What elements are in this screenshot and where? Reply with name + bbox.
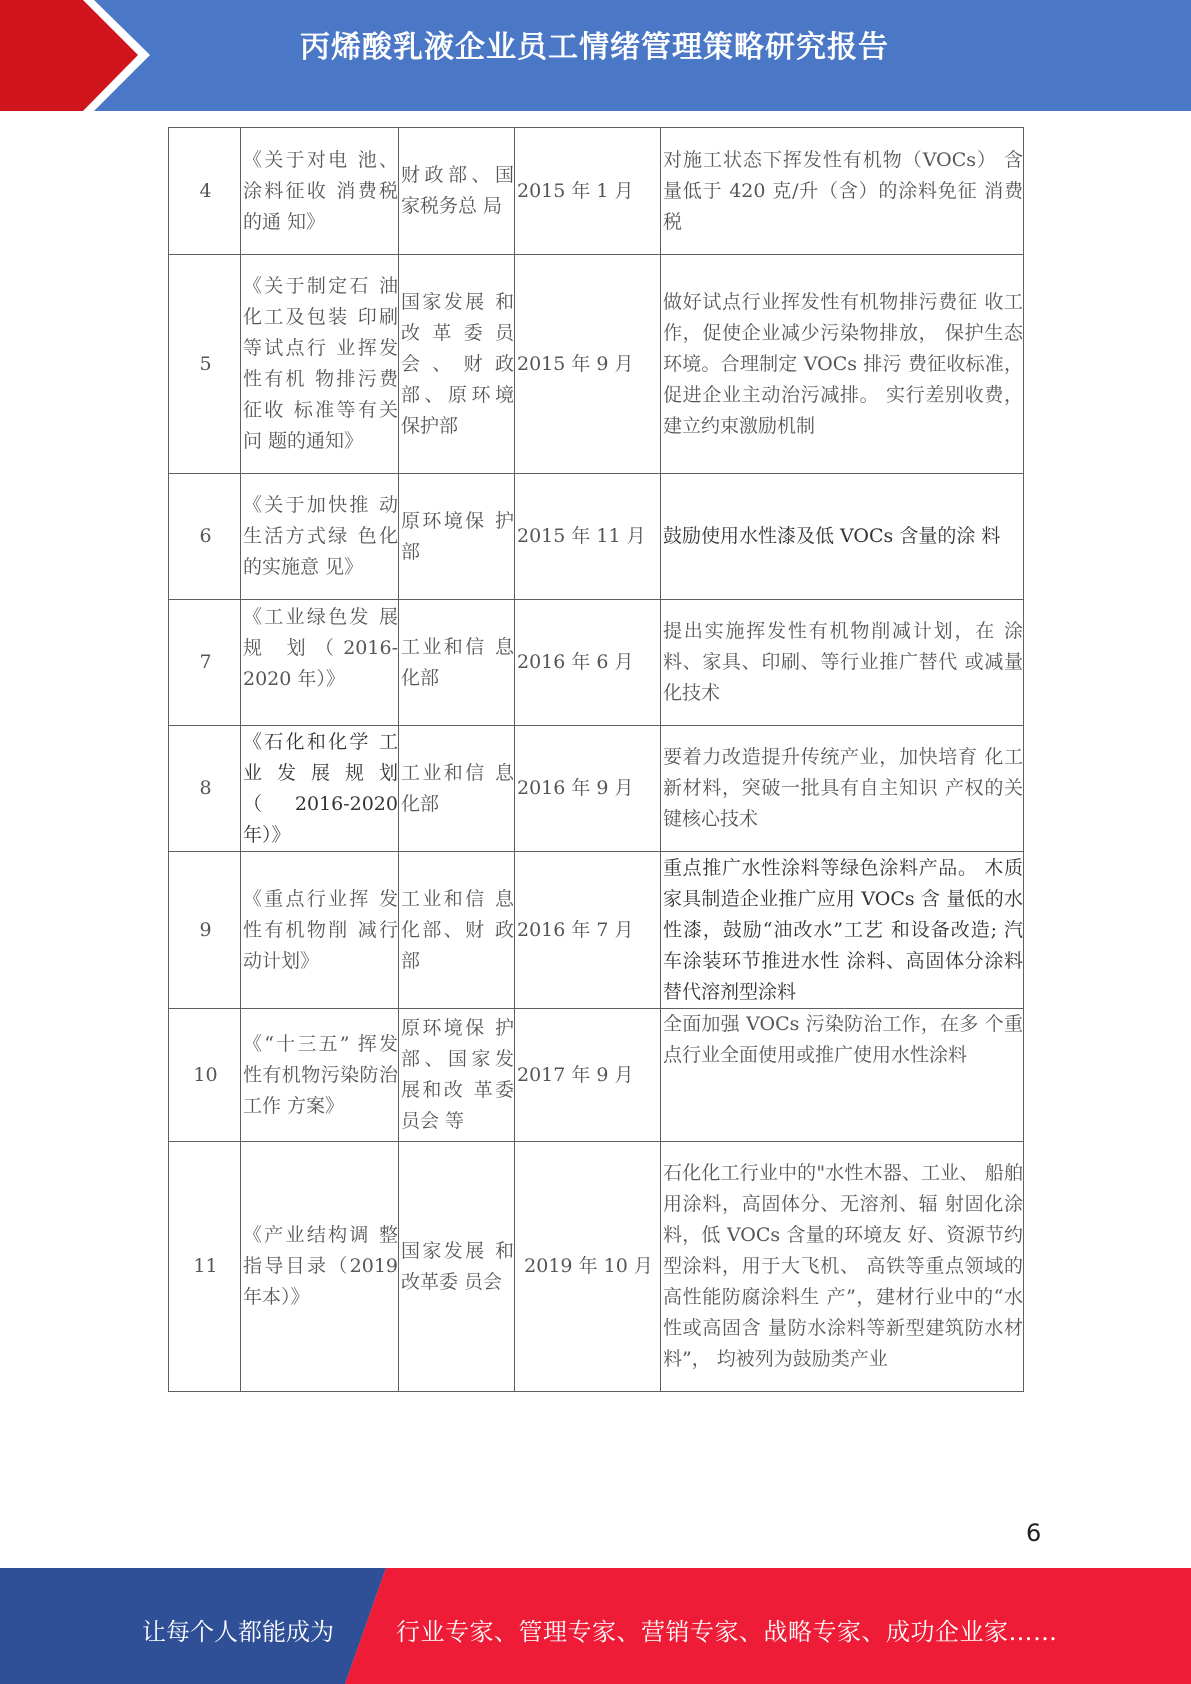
row-number: 8 — [169, 726, 241, 852]
report-title: 丙烯酸乳液企业员工情绪管理策略研究报告 — [300, 30, 889, 65]
issuing-department: 工业和信 息化部、财 政部 — [399, 852, 515, 1009]
issuing-department: 国家发展 和改 革 委 员会、财政 部、原环境 保护部 — [399, 255, 515, 474]
row-number: 9 — [169, 852, 241, 1009]
table-row — [169, 1009, 1024, 1142]
footer-slogan-right: 行业专家、管理专家、营销专家、战略专家、成功企业家…… — [396, 1618, 1058, 1646]
issue-date: 2015 年 1 月 — [515, 128, 661, 255]
table-row — [169, 128, 1024, 255]
issue-date: 2019 年 10 月 — [515, 1142, 661, 1392]
issue-date: 2015 年 9 月 — [515, 255, 661, 474]
policy-content: 对施工状态下挥发性有机物（VOCs） 含量低于 420 克/升（含）的涂料免征 消费税 — [661, 128, 1024, 255]
issue-date: 2016 年 9 月 — [515, 726, 661, 852]
row-number: 6 — [169, 474, 241, 600]
row-number: 11 — [169, 1142, 241, 1392]
table-row — [169, 255, 1024, 474]
policy-name — [241, 600, 399, 726]
policy-name: 《关于制定石 油化工及包装 印刷等试点行 业挥发性有机 物排污费征收 标准等有关问 题的通知》 — [241, 255, 399, 474]
policy-name: 《关于对电 池、涂料征收 消费税的通 知》 — [241, 128, 399, 255]
table-row — [169, 852, 1024, 1009]
table-row — [169, 726, 1024, 852]
policy-name: 《关于加快推 动生活方式绿 色化的实施意 见》 — [241, 474, 399, 600]
table-row — [169, 600, 1024, 726]
issuing-department: 原环境保 护部 — [399, 474, 515, 600]
page-header — [0, 0, 1191, 111]
policy-name: 《石化和化学 工业发展规划（2016-2020 年）》 — [241, 726, 399, 852]
issuing-department: 国家发展 和改革委 员会 — [399, 1142, 515, 1392]
row-number: 10 — [169, 1009, 241, 1142]
policy-name: 《“十三五” 挥发性有机物污染防治工作 方案》 — [241, 1009, 399, 1142]
table-row — [169, 1142, 1024, 1392]
row-number: 4 — [169, 128, 241, 255]
page-number: 6 — [1026, 1519, 1042, 1547]
row-number: 5 — [169, 255, 241, 474]
policy-name-text: 《工业绿色发 展规 划（2016-2020 年）》 — [243, 605, 398, 690]
policy-name: 《重点行业挥 发性有机物削 减行动计划》 — [241, 852, 399, 1009]
issuing-department: 工业和信 息化部 — [399, 600, 515, 726]
policy-content: 全面加强 VOCs 污染防治工作，在多 个重点行业全面使用或推广使用水性涂料 — [661, 1009, 1024, 1142]
issuing-department: 原环境保 护部、国家发展和改 革委员会 等 — [399, 1009, 515, 1142]
table-row — [169, 474, 1024, 600]
policy-content: 重点推广水性涂料等绿色涂料产品。 木质家具制造企业推广应用 VOCs 含 量低的水性漆，鼓励“油改水”工艺 和设备改造; 汽车涂装环节推进水性 涂料、高固体分涂料替代溶剂型涂料 — [661, 852, 1024, 1009]
policy-content: 做好试点行业挥发性有机物排污费征 收工作，促使企业减少污染物排放， 保护生态环境。合理制定 VOCs 排污 费征收标准，促进企业主动治污减排。 实行差别收费，建立约束激励机制 — [661, 255, 1024, 474]
policy-table — [168, 127, 1024, 1392]
footer-slogan-left: 让每个人都能成为 — [142, 1618, 334, 1646]
row-number: 7 — [169, 600, 241, 726]
header-arrow-decoration — [0, 0, 160, 111]
issuing-department: 工业和信 息化部 — [399, 726, 515, 852]
policy-name: 《产业结构调 整指导目录（2019 年本）》 — [241, 1142, 399, 1392]
policy-content: 提出实施挥发性有机物削减计划，在 涂料、家具、印刷、等行业推广替代 或减量化技术 — [661, 600, 1024, 726]
issue-date: 2017 年 9 月 — [515, 1009, 661, 1142]
policy-content: 要着力改造提升传统产业，加快培育 化工新材料，突破一批具有自主知识 产权的关键核心技术 — [661, 726, 1024, 852]
issue-date: 2015 年 11 月 — [515, 474, 661, 600]
policy-content: 石化化工行业中的"水性木器、工业、 船舶用涂料，高固体分、无溶剂、辐 射固化涂料，低 VOCs 含量的环境友 好、资源节约型涂料，用于大飞机、 高铁等重点领域的高性能防腐涂料生 产”，建材行业中的“水性或高固含 量防水涂料等新型建筑防水材料”， 均被列为鼓励类产业 — [661, 1142, 1024, 1392]
issue-date: 2016 年 7 月 — [515, 852, 661, 1009]
policy-content: 鼓励使用水性漆及低 VOCs 含量的涂 料 — [661, 474, 1024, 600]
issue-date: 2016 年 6 月 — [515, 600, 661, 726]
issuing-department: 财政部、国 家税务总 局 — [399, 128, 515, 255]
